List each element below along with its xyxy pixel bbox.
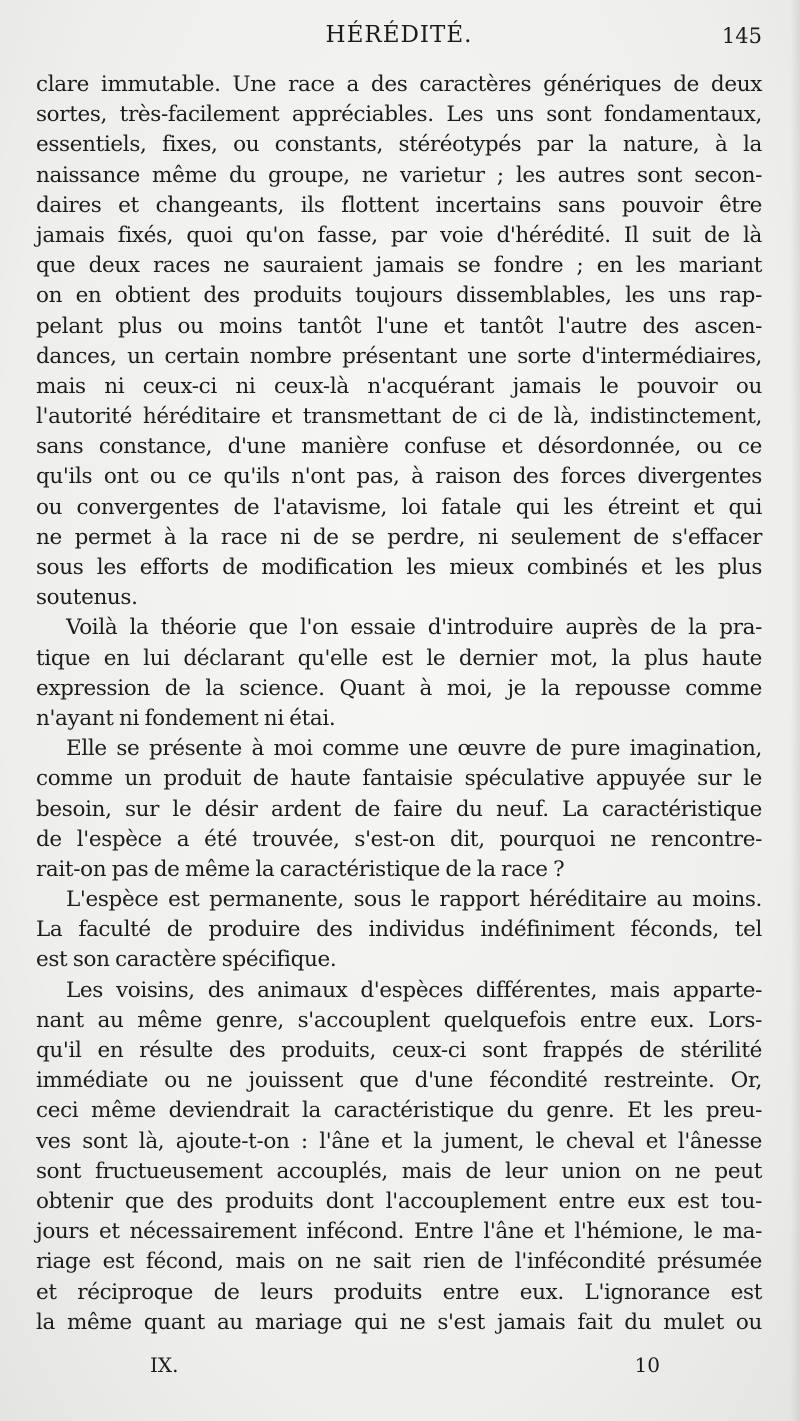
text-line: Elle se présente à moi comme une œuvre de pure imagination,	[66, 736, 762, 762]
text-line: daires et changeants, ils flottent incertains sans pouvoir être	[36, 192, 762, 218]
text-line: de l'espèce a été trouvée, s'est-on dit, pourquoi ne rencontre-	[36, 826, 762, 852]
text-line: et réciproque de leurs produits entre eux. L'ignorance est	[36, 1279, 762, 1305]
page-footer	[150, 1353, 660, 1383]
text-line: ou convergentes de l'atavisme, loi fatale qui les étreint et qui	[36, 494, 762, 520]
page-header	[36, 22, 762, 54]
text-line: sont fructueusement accouplés, mais de leur union on ne peut	[36, 1158, 762, 1184]
text-line: la même quant au mariage qui ne s'est jamais fait du mulet ou	[36, 1309, 762, 1335]
running-title: HÉRÉDITÉ.	[325, 22, 473, 48]
text-line: ceci même deviendrait la caractéristique du genre. Et les preu-	[36, 1098, 762, 1124]
text-line: naissance même du groupe, ne varietur ; les autres sont secon-	[36, 162, 762, 188]
text-line: L'espèce est permanente, sous le rapport héréditaire au moins.	[66, 887, 762, 913]
text-line: tique en lui déclarant qu'elle est le dernier mot, la plus haute	[36, 645, 762, 671]
text-line: nant au même genre, s'accouplent quelquefois entre eux. Lors-	[36, 1007, 762, 1033]
text-line: essentiels, fixes, ou constants, stéréotypés par la nature, à la	[36, 132, 762, 158]
text-line: jours et nécessairement infécond. Entre l'âne et l'hémione, le ma-	[36, 1219, 762, 1245]
text-line: sous les efforts de modification les mieux combinés et les plus	[36, 555, 762, 580]
text-line: pelant plus ou moins tantôt l'une et tantôt l'autre des ascen-	[36, 313, 762, 339]
text-line: est son caractère spécifique.	[36, 947, 337, 973]
text-line: jamais fixés, quoi qu'on fasse, par voie d'hérédité. Il suit de là	[36, 222, 762, 248]
text-line: clare immutable. Une race a des caractères génériques de deux	[36, 72, 762, 97]
text-line: rait-on pas de même la caractéristique de la race ?	[36, 856, 565, 882]
text-line: Les voisins, des animaux d'espèces différentes, mais apparte-	[66, 977, 762, 1003]
signature-mark: IX.	[150, 1353, 179, 1377]
text-line: ves sont là, ajoute-t-on : l'âne et la jument, le cheval et l'ânesse	[36, 1128, 762, 1154]
text-line: obtenir que des produits dont l'accouplement entre eux est tou-	[36, 1188, 762, 1214]
text-line: qu'il en résulte des produits, ceux-ci sont frappés de stérilité	[36, 1038, 762, 1063]
text-line: n'ayant ni fondement ni étai.	[36, 705, 336, 731]
text-line: besoin, sur le désir ardent de faire du neuf. La caractéristique	[36, 796, 762, 822]
sheet-number: 10	[634, 1353, 660, 1377]
text-line: riage est fécond, mais on ne sait rien de l'infécondité présumée	[36, 1249, 762, 1275]
text-line: mais ni ceux-ci ni ceux-là n'acquérant jamais le pouvoir ou	[36, 373, 762, 399]
text-line: ne permet à la race ni de se perdre, ni seulement de s'effacer	[36, 524, 762, 550]
text-line: immédiate ou ne jouissent que d'une fécondité restreinte. Or,	[36, 1068, 762, 1094]
text-line: sortes, très-facilement appréciables. Les uns sont fondamentaux,	[36, 102, 762, 128]
text-line: dances, un certain nombre présentant une sorte d'intermédiaires,	[36, 343, 762, 369]
text-line: Voilà la théorie que l'on essaie d'introduire auprès de la pra-	[66, 615, 762, 641]
page-number: 145	[721, 24, 762, 48]
text-line: sans constance, d'une manière confuse et désordonnée, ou ce	[36, 434, 762, 460]
page-edge-shadow	[790, 0, 800, 1421]
text-line: que deux races ne sauraient jamais se fondre ; en les mariant	[36, 253, 762, 279]
text-line: l'autorité héréditaire et transmettant de ci de là, indistinctement,	[36, 404, 762, 430]
text-line: soutenus.	[36, 585, 138, 611]
body-text	[36, 70, 762, 1338]
text-line: La faculté de produire des individus indéfiniment féconds, tel	[36, 917, 762, 943]
text-line: comme un produit de haute fantaisie spéculative appuyée sur le	[36, 766, 762, 792]
text-line: expression de la science. Quant à moi, je la repousse comme	[36, 675, 762, 701]
text-line: qu'ils ont ou ce qu'ils n'ont pas, à raison des forces divergentes	[36, 464, 762, 490]
text-line: on en obtient des produits toujours dissemblables, les uns rap-	[36, 283, 762, 309]
